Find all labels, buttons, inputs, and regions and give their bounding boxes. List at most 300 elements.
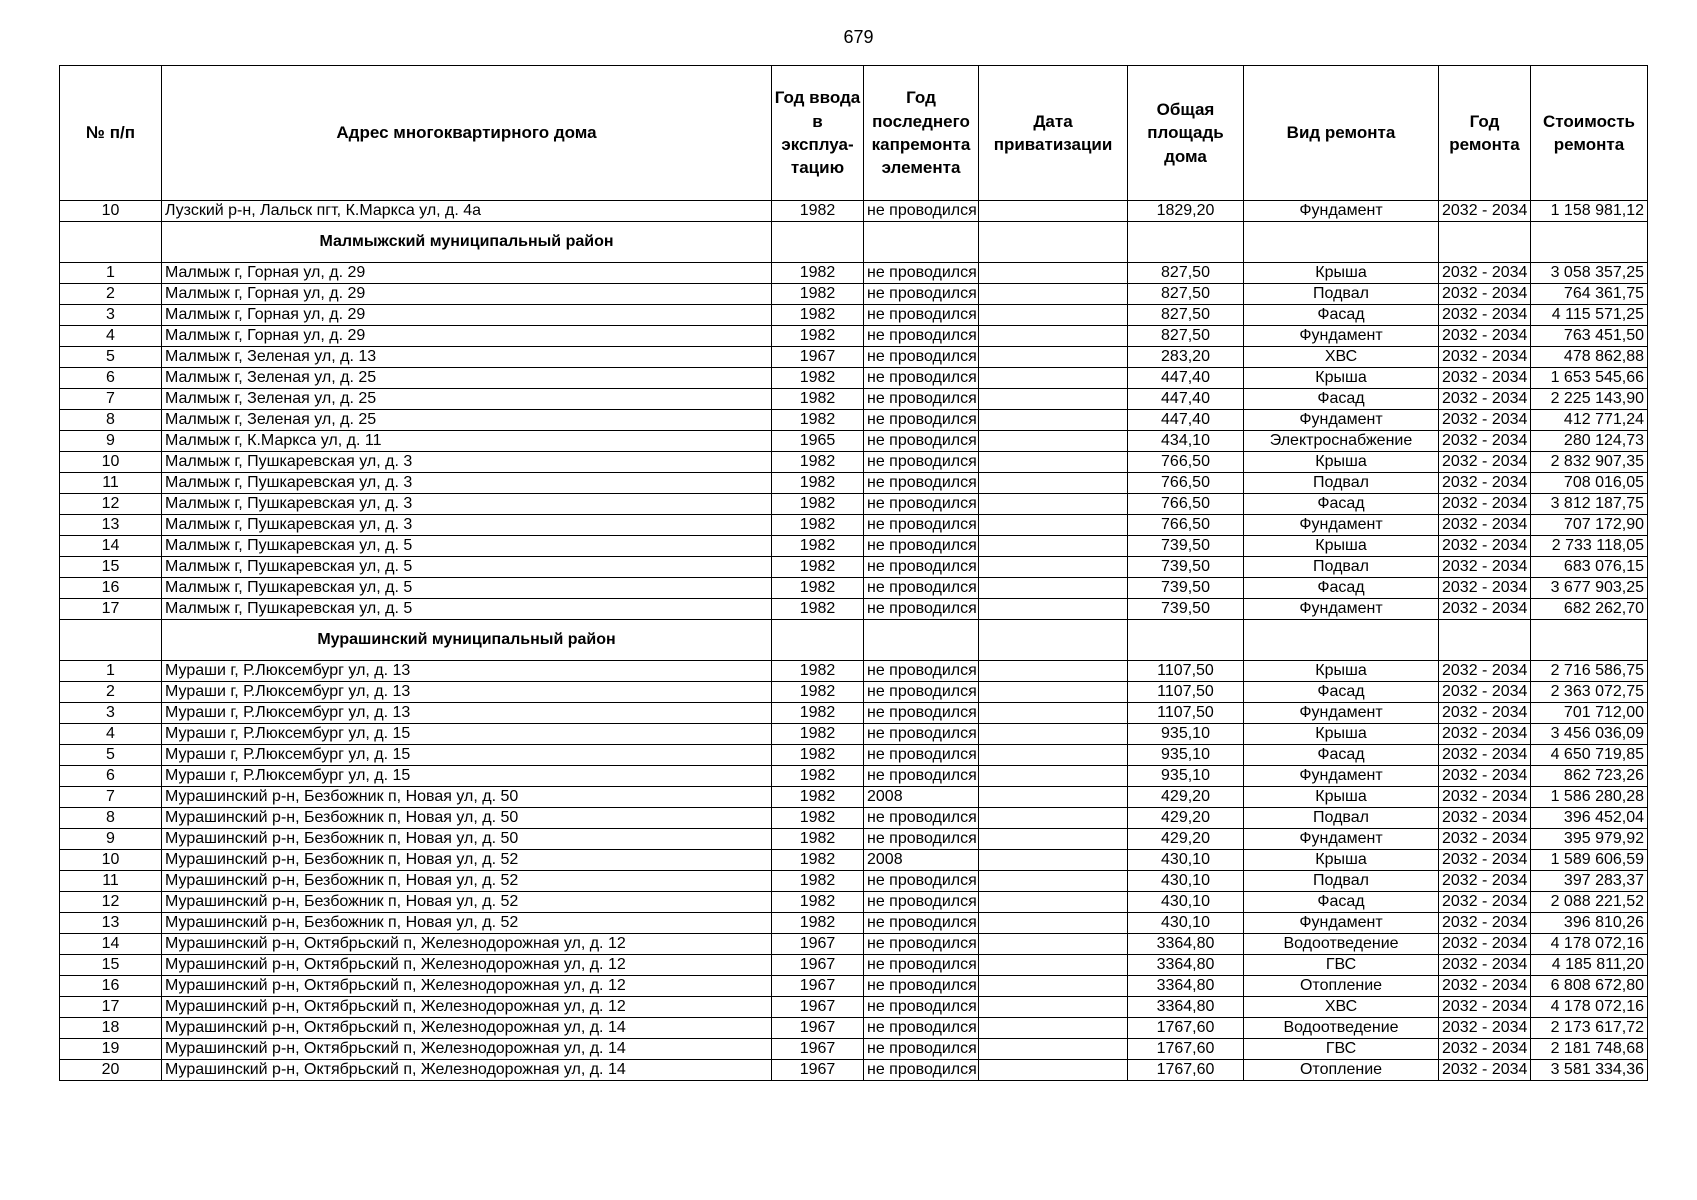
cell-repair-period: 2032 - 2034: [1439, 431, 1531, 452]
header-cost: Стоимость ремонта: [1531, 66, 1648, 201]
cell-repair-type: Водоотведение: [1244, 934, 1439, 955]
cell-repair-type: Фасад: [1244, 745, 1439, 766]
cell-area: 766,50: [1128, 515, 1244, 536]
cell-privatization: [979, 368, 1128, 389]
cell-repair-period: 2032 - 2034: [1439, 473, 1531, 494]
cell-area: 429,20: [1128, 808, 1244, 829]
cell-area: 827,50: [1128, 263, 1244, 284]
cell-repair-type: Фундамент: [1244, 326, 1439, 347]
cell-last-repair: не проводился: [864, 431, 979, 452]
cell-address: Мураши г, Р.Люксембург ул, д. 15: [162, 724, 772, 745]
cell-repair-type: Фасад: [1244, 892, 1439, 913]
cell-repair-type: Водоотведение: [1244, 1018, 1439, 1039]
cell-year-built: 1982: [772, 389, 864, 410]
cell-year-built: 1967: [772, 934, 864, 955]
cell-address: Малмыж г, Зеленая ул, д. 25: [162, 389, 772, 410]
cell-repair-period: 2032 - 2034: [1439, 892, 1531, 913]
cell-last-repair: не проводился: [864, 808, 979, 829]
cell-repair-period: 2032 - 2034: [1439, 913, 1531, 934]
table-row: [60, 934, 1648, 955]
cell-repair-type: Крыша: [1244, 850, 1439, 871]
cell-repair-period: 2032 - 2034: [1439, 997, 1531, 1018]
cell-year-built: 1967: [772, 997, 864, 1018]
cell-address: Малмыж г, Пушкаревская ул, д. 5: [162, 557, 772, 578]
cell-num: 18: [60, 1018, 162, 1039]
cell-year-built: 1982: [772, 661, 864, 682]
cell-year-built: 1982: [772, 557, 864, 578]
cell-address: Малмыж г, Пушкаревская ул, д. 5: [162, 599, 772, 620]
cell-num: 9: [60, 431, 162, 452]
cell-privatization: [979, 557, 1128, 578]
cell-repair-period: 2032 - 2034: [1439, 1018, 1531, 1039]
cell-repair-period: 2032 - 2034: [1439, 787, 1531, 808]
cell-year-built: 1982: [772, 494, 864, 515]
cell-repair-period: 2032 - 2034: [1439, 766, 1531, 787]
cell-year-built: 1982: [772, 766, 864, 787]
cell-area: 447,40: [1128, 368, 1244, 389]
cell-cost: 4 178 072,16: [1531, 997, 1648, 1018]
table-row: [60, 955, 1648, 976]
cell-privatization: [979, 515, 1128, 536]
cell-address: Мурашинский р-н, Октябрьский п, Железнодорожная ул, д. 12: [162, 955, 772, 976]
cell-area: 430,10: [1128, 871, 1244, 892]
cell-area: 1767,60: [1128, 1018, 1244, 1039]
cell-last-repair: не проводился: [864, 473, 979, 494]
cell-area: 739,50: [1128, 578, 1244, 599]
cell-repair-type: ХВС: [1244, 997, 1439, 1018]
cell-year-built: 1965: [772, 431, 864, 452]
page-number: 679: [843, 27, 874, 47]
cell-cost: 3 812 187,75: [1531, 494, 1648, 515]
cell-num: 17: [60, 599, 162, 620]
cell-privatization: [979, 808, 1128, 829]
cell-address: Мураши г, Р.Люксембург ул, д. 15: [162, 766, 772, 787]
cell-privatization: [979, 494, 1128, 515]
cell-privatization: [979, 599, 1128, 620]
table-row: [60, 892, 1648, 913]
cell-cost: 2 088 221,52: [1531, 892, 1648, 913]
cell-area: 827,50: [1128, 305, 1244, 326]
section-header-row: [60, 620, 1648, 661]
cell-num: 7: [60, 787, 162, 808]
cell-repair-type: Фундамент: [1244, 201, 1439, 222]
cell-repair-type: ГВС: [1244, 955, 1439, 976]
cell-year-built: 1982: [772, 515, 864, 536]
cell-year-built: 1982: [772, 452, 864, 473]
cell-num: 10: [60, 850, 162, 871]
cell-num: 4: [60, 326, 162, 347]
section-title: Малмыжский муниципальный район: [162, 222, 772, 263]
cell-last-repair: не проводился: [864, 745, 979, 766]
table-row: [60, 536, 1648, 557]
cell-year-built: 1967: [772, 955, 864, 976]
cell-last-repair: не проводился: [864, 410, 979, 431]
cell-address: Мураши г, Р.Люксембург ул, д. 13: [162, 703, 772, 724]
cell-cost: 6 808 672,80: [1531, 976, 1648, 997]
cell-num: 5: [60, 347, 162, 368]
cell-area: 827,50: [1128, 284, 1244, 305]
cell-num: 15: [60, 557, 162, 578]
cell-num: 10: [60, 452, 162, 473]
header-repair-year: Год ремонта: [1439, 66, 1531, 201]
cell-repair-period: 2032 - 2034: [1439, 955, 1531, 976]
cell-area: 1107,50: [1128, 682, 1244, 703]
table-row: [60, 305, 1648, 326]
cell-repair-period: 2032 - 2034: [1439, 599, 1531, 620]
cell-last-repair: не проводился: [864, 766, 979, 787]
cell-year-built: 1982: [772, 682, 864, 703]
table-row: [60, 389, 1648, 410]
cell-last-repair: не проводился: [864, 871, 979, 892]
cell-repair-period: 2032 - 2034: [1439, 682, 1531, 703]
cell-area: 447,40: [1128, 389, 1244, 410]
cell-area: 1107,50: [1128, 661, 1244, 682]
cell-last-repair: 2008: [864, 850, 979, 871]
table-row: [60, 578, 1648, 599]
cell-area: 739,50: [1128, 536, 1244, 557]
cell-privatization: [979, 766, 1128, 787]
cell-year-built: 1982: [772, 808, 864, 829]
cell-repair-period: 2032 - 2034: [1439, 829, 1531, 850]
cell-address: Малмыж г, Зеленая ул, д. 25: [162, 410, 772, 431]
cell-address: Мурашинский р-н, Безбожник п, Новая ул, д. 50: [162, 808, 772, 829]
cell-repair-period: 2032 - 2034: [1439, 976, 1531, 997]
cell-repair-type: Фасад: [1244, 494, 1439, 515]
cell-cost: 1 653 545,66: [1531, 368, 1648, 389]
cell-repair-type: Крыша: [1244, 724, 1439, 745]
section-empty-cell: [1128, 620, 1244, 661]
table-row: [60, 787, 1648, 808]
cell-address: Малмыж г, Горная ул, д. 29: [162, 326, 772, 347]
section-empty-cell: [864, 620, 979, 661]
cell-repair-period: 2032 - 2034: [1439, 745, 1531, 766]
cell-address: Мураши г, Р.Люксембург ул, д. 15: [162, 745, 772, 766]
cell-year-built: 1982: [772, 305, 864, 326]
cell-address: Малмыж г, Горная ул, д. 29: [162, 305, 772, 326]
cell-last-repair: не проводился: [864, 1060, 979, 1081]
section-empty-cell: [772, 222, 864, 263]
cell-repair-period: 2032 - 2034: [1439, 724, 1531, 745]
cell-repair-type: Фундамент: [1244, 599, 1439, 620]
cell-cost: 2 832 907,35: [1531, 452, 1648, 473]
cell-num: 1: [60, 661, 162, 682]
cell-area: 1829,20: [1128, 201, 1244, 222]
cell-privatization: [979, 347, 1128, 368]
cell-last-repair: не проводился: [864, 452, 979, 473]
cell-repair-period: 2032 - 2034: [1439, 389, 1531, 410]
cell-num: 12: [60, 494, 162, 515]
header-last-repair: Год последнего капремонта элемента: [864, 66, 979, 201]
cell-repair-type: Фундамент: [1244, 829, 1439, 850]
cell-address: Мурашинский р-н, Октябрьский п, Железнодорожная ул, д. 12: [162, 976, 772, 997]
table-row: [60, 766, 1648, 787]
cell-year-built: 1982: [772, 536, 864, 557]
cell-repair-type: Крыша: [1244, 661, 1439, 682]
cell-repair-type: Электроснабжение: [1244, 431, 1439, 452]
cell-num: 10: [60, 201, 162, 222]
cell-last-repair: не проводился: [864, 955, 979, 976]
table-row: [60, 410, 1648, 431]
cell-cost: 478 862,88: [1531, 347, 1648, 368]
cell-cost: 4 115 571,25: [1531, 305, 1648, 326]
cell-privatization: [979, 976, 1128, 997]
cell-repair-period: 2032 - 2034: [1439, 1060, 1531, 1081]
cell-last-repair: не проводился: [864, 305, 979, 326]
cell-area: 935,10: [1128, 766, 1244, 787]
cell-year-built: 1982: [772, 578, 864, 599]
table-row: [60, 808, 1648, 829]
cell-num: 5: [60, 745, 162, 766]
cell-repair-type: Подвал: [1244, 284, 1439, 305]
section-empty-cell: [772, 620, 864, 661]
cell-area: 827,50: [1128, 326, 1244, 347]
cell-privatization: [979, 850, 1128, 871]
section-empty-cell: [60, 222, 162, 263]
table-row: [60, 913, 1648, 934]
cell-year-built: 1967: [772, 976, 864, 997]
table-row: [60, 347, 1648, 368]
cell-last-repair: не проводился: [864, 724, 979, 745]
cell-cost: 397 283,37: [1531, 871, 1648, 892]
cell-cost: 395 979,92: [1531, 829, 1648, 850]
cell-cost: 2 716 586,75: [1531, 661, 1648, 682]
cell-last-repair: не проводился: [864, 934, 979, 955]
cell-last-repair: не проводился: [864, 494, 979, 515]
cell-num: 16: [60, 976, 162, 997]
cell-last-repair: не проводился: [864, 368, 979, 389]
cell-cost: 1 158 981,12: [1531, 201, 1648, 222]
cell-last-repair: не проводился: [864, 389, 979, 410]
cell-repair-period: 2032 - 2034: [1439, 850, 1531, 871]
cell-cost: 862 723,26: [1531, 766, 1648, 787]
cell-year-built: 1982: [772, 703, 864, 724]
cell-address: Малмыж г, Пушкаревская ул, д. 5: [162, 536, 772, 557]
section-empty-cell: [1531, 222, 1648, 263]
cell-num: 2: [60, 682, 162, 703]
cell-cost: 2 173 617,72: [1531, 1018, 1648, 1039]
cell-num: 20: [60, 1060, 162, 1081]
cell-repair-period: 2032 - 2034: [1439, 661, 1531, 682]
cell-address: Мурашинский р-н, Безбожник п, Новая ул, д. 52: [162, 871, 772, 892]
cell-last-repair: не проводился: [864, 682, 979, 703]
cell-num: 13: [60, 515, 162, 536]
cell-address: Мураши г, Р.Люксембург ул, д. 13: [162, 682, 772, 703]
cell-repair-type: ХВС: [1244, 347, 1439, 368]
cell-address: Мурашинский р-н, Безбожник п, Новая ул, д. 52: [162, 850, 772, 871]
cell-privatization: [979, 787, 1128, 808]
table-row: [60, 724, 1648, 745]
cell-privatization: [979, 431, 1128, 452]
cell-repair-type: Фасад: [1244, 682, 1439, 703]
cell-repair-period: 2032 - 2034: [1439, 284, 1531, 305]
cell-privatization: [979, 913, 1128, 934]
section-header-row: [60, 222, 1648, 263]
header-row: [60, 66, 1648, 201]
cell-cost: 682 262,70: [1531, 599, 1648, 620]
section-empty-cell: [1439, 620, 1531, 661]
cell-cost: 396 810,26: [1531, 913, 1648, 934]
cell-privatization: [979, 578, 1128, 599]
cell-privatization: [979, 955, 1128, 976]
cell-repair-type: Фундамент: [1244, 703, 1439, 724]
cell-address: Малмыж г, Пушкаревская ул, д. 5: [162, 578, 772, 599]
cell-repair-period: 2032 - 2034: [1439, 326, 1531, 347]
cell-year-built: 1967: [772, 347, 864, 368]
table-row: [60, 976, 1648, 997]
cell-last-repair: не проводился: [864, 661, 979, 682]
cell-cost: 4 178 072,16: [1531, 934, 1648, 955]
cell-repair-period: 2032 - 2034: [1439, 410, 1531, 431]
table-row: [60, 368, 1648, 389]
table-row: [60, 1018, 1648, 1039]
cell-repair-type: Крыша: [1244, 787, 1439, 808]
cell-privatization: [979, 1060, 1128, 1081]
header-privatization: Дата приватизации: [979, 66, 1128, 201]
cell-num: 8: [60, 410, 162, 431]
cell-cost: 3 581 334,36: [1531, 1060, 1648, 1081]
table-row: [60, 201, 1648, 222]
cell-address: Малмыж г, Пушкаревская ул, д. 3: [162, 494, 772, 515]
cell-area: 1767,60: [1128, 1039, 1244, 1060]
cell-area: 283,20: [1128, 347, 1244, 368]
cell-privatization: [979, 305, 1128, 326]
cell-year-built: 1982: [772, 829, 864, 850]
cell-cost: 2 181 748,68: [1531, 1039, 1648, 1060]
cell-repair-period: 2032 - 2034: [1439, 201, 1531, 222]
cell-repair-type: Крыша: [1244, 263, 1439, 284]
cell-repair-period: 2032 - 2034: [1439, 808, 1531, 829]
section-title: Мурашинский муниципальный район: [162, 620, 772, 661]
cell-address: Малмыж г, Зеленая ул, д. 25: [162, 368, 772, 389]
cell-address: Мураши г, Р.Люксембург ул, д. 13: [162, 661, 772, 682]
cell-cost: 1 589 606,59: [1531, 850, 1648, 871]
cell-last-repair: не проводился: [864, 1018, 979, 1039]
cell-repair-period: 2032 - 2034: [1439, 557, 1531, 578]
cell-cost: 3 677 903,25: [1531, 578, 1648, 599]
section-empty-cell: [979, 222, 1128, 263]
cell-num: 3: [60, 703, 162, 724]
cell-cost: 708 016,05: [1531, 473, 1648, 494]
cell-cost: 2 225 143,90: [1531, 389, 1648, 410]
header-area: Общая площадь дома: [1128, 66, 1244, 201]
cell-repair-type: ГВС: [1244, 1039, 1439, 1060]
section-empty-cell: [979, 620, 1128, 661]
cell-cost: 701 712,00: [1531, 703, 1648, 724]
table-row: [60, 494, 1648, 515]
table-row: [60, 661, 1648, 682]
cell-num: 19: [60, 1039, 162, 1060]
cell-last-repair: не проводился: [864, 703, 979, 724]
cell-num: 11: [60, 473, 162, 494]
cell-cost: 396 452,04: [1531, 808, 1648, 829]
cell-area: 739,50: [1128, 599, 1244, 620]
cell-year-built: 1967: [772, 1018, 864, 1039]
cell-area: 1767,60: [1128, 1060, 1244, 1081]
cell-area: 429,20: [1128, 787, 1244, 808]
cell-area: 766,50: [1128, 494, 1244, 515]
cell-last-repair: не проводился: [864, 997, 979, 1018]
cell-repair-type: Фундамент: [1244, 766, 1439, 787]
header-repair-type: Вид ремонта: [1244, 66, 1439, 201]
table-body: [60, 201, 1648, 1081]
cell-privatization: [979, 473, 1128, 494]
cell-repair-type: Фасад: [1244, 389, 1439, 410]
cell-privatization: [979, 1039, 1128, 1060]
repair-schedule-table: [59, 65, 1648, 1081]
cell-area: 430,10: [1128, 850, 1244, 871]
section-empty-cell: [1531, 620, 1648, 661]
cell-num: 2: [60, 284, 162, 305]
cell-privatization: [979, 389, 1128, 410]
cell-year-built: 1967: [772, 1060, 864, 1081]
cell-last-repair: не проводился: [864, 976, 979, 997]
cell-year-built: 1982: [772, 787, 864, 808]
cell-address: Малмыж г, К.Маркса ул, д. 11: [162, 431, 772, 452]
cell-last-repair: не проводился: [864, 578, 979, 599]
cell-area: 3364,80: [1128, 997, 1244, 1018]
cell-repair-period: 2032 - 2034: [1439, 934, 1531, 955]
cell-num: 14: [60, 536, 162, 557]
cell-area: 447,40: [1128, 410, 1244, 431]
cell-address: Мурашинский р-н, Октябрьский п, Железнодорожная ул, д. 12: [162, 934, 772, 955]
cell-year-built: 1982: [772, 850, 864, 871]
cell-repair-period: 2032 - 2034: [1439, 703, 1531, 724]
cell-last-repair: не проводился: [864, 326, 979, 347]
cell-area: 935,10: [1128, 745, 1244, 766]
cell-year-built: 1982: [772, 871, 864, 892]
cell-num: 3: [60, 305, 162, 326]
cell-address: Малмыж г, Пушкаревская ул, д. 3: [162, 452, 772, 473]
cell-last-repair: не проводился: [864, 557, 979, 578]
cell-year-built: 1982: [772, 599, 864, 620]
table-row: [60, 682, 1648, 703]
section-empty-cell: [1244, 620, 1439, 661]
cell-num: 6: [60, 766, 162, 787]
cell-num: 1: [60, 263, 162, 284]
cell-year-built: 1982: [772, 892, 864, 913]
cell-repair-type: Крыша: [1244, 452, 1439, 473]
cell-repair-type: Отопление: [1244, 1060, 1439, 1081]
cell-last-repair: не проводился: [864, 347, 979, 368]
cell-address: Малмыж г, Горная ул, д. 29: [162, 284, 772, 305]
cell-privatization: [979, 745, 1128, 766]
cell-address: Лузский р-н, Лальск пгт, К.Маркса ул, д. 4а: [162, 201, 772, 222]
cell-repair-type: Подвал: [1244, 871, 1439, 892]
cell-address: Мурашинский р-н, Октябрьский п, Железнодорожная ул, д. 14: [162, 1039, 772, 1060]
cell-last-repair: не проводился: [864, 599, 979, 620]
table-row: [60, 599, 1648, 620]
cell-num: 6: [60, 368, 162, 389]
table-row: [60, 473, 1648, 494]
cell-num: 12: [60, 892, 162, 913]
cell-num: 13: [60, 913, 162, 934]
header-num: № п/п: [60, 66, 162, 201]
cell-repair-type: Крыша: [1244, 536, 1439, 557]
cell-year-built: 1982: [772, 368, 864, 389]
cell-repair-period: 2032 - 2034: [1439, 263, 1531, 284]
cell-address: Малмыж г, Зеленая ул, д. 13: [162, 347, 772, 368]
cell-num: 14: [60, 934, 162, 955]
cell-repair-period: 2032 - 2034: [1439, 368, 1531, 389]
cell-repair-period: 2032 - 2034: [1439, 347, 1531, 368]
cell-cost: 1 586 280,28: [1531, 787, 1648, 808]
table-row: [60, 557, 1648, 578]
cell-last-repair: не проводился: [864, 1039, 979, 1060]
cell-cost: 2 363 072,75: [1531, 682, 1648, 703]
cell-address: Мурашинский р-н, Безбожник п, Новая ул, д. 52: [162, 892, 772, 913]
cell-repair-type: Подвал: [1244, 808, 1439, 829]
cell-year-built: 1982: [772, 263, 864, 284]
